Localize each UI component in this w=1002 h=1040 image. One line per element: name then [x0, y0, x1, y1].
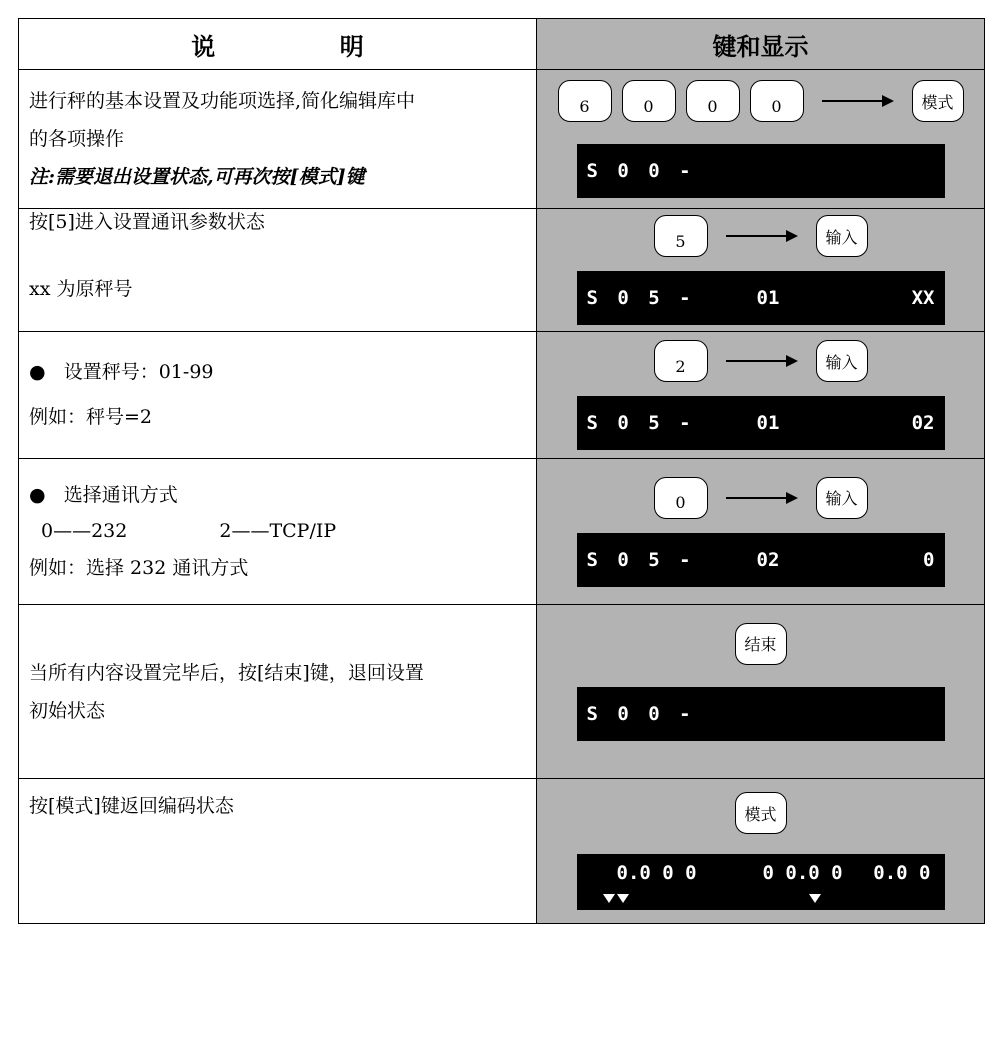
bullet-text: 选择通讯方式: [63, 484, 178, 507]
row-1-keys: [537, 70, 985, 209]
arrow-right-icon: [726, 354, 798, 368]
note-text: 注:需要退出设置状态,可再次按[模式]键: [29, 166, 365, 188]
triangle-marker-icon: [809, 894, 821, 903]
triangle-marker-icon: [617, 894, 629, 903]
table-header-row: [19, 19, 985, 70]
row-2-description: [19, 209, 537, 332]
arrow-right-icon: [822, 94, 894, 108]
display-segment-3: 02: [911, 412, 935, 434]
row-6-description: [19, 779, 537, 924]
desc-line: 初始状态: [29, 699, 106, 722]
desc-line: xx 为原秤号: [29, 277, 133, 300]
key-6[interactable]: 6: [558, 80, 612, 122]
desc-line: 当所有内容设置完毕后，按[结束]键，退回设置: [29, 661, 424, 684]
key-mode[interactable]: 模式: [735, 792, 787, 834]
table-row: [19, 70, 985, 209]
table-row: [19, 605, 985, 779]
key-2[interactable]: 2: [654, 340, 708, 382]
bullet-icon: ●: [29, 484, 46, 507]
display-segment-1: 0.0 0 0: [616, 862, 697, 884]
instruction-table: [18, 18, 985, 924]
table-row: [19, 332, 985, 459]
lcd-display: [577, 271, 945, 325]
bullet-text: 设置秤号：01-99: [63, 361, 214, 384]
arrow-right-icon: [726, 491, 798, 505]
option-tcpip: 2——TCP/IP: [219, 520, 337, 543]
desc-line: 按[5]进入设置通讯参数状态: [29, 211, 265, 233]
row-3-keys: [537, 332, 985, 459]
example-text: 例如：秤号=2: [29, 406, 153, 428]
row-4-description: [19, 459, 537, 605]
row-2-keys: [537, 209, 985, 332]
key-0[interactable]: 0: [622, 80, 676, 122]
key-enter[interactable]: 输入: [816, 340, 868, 382]
key-0[interactable]: 0: [686, 80, 740, 122]
lcd-display: [577, 854, 945, 910]
display-segment-2: 02: [756, 548, 780, 571]
lcd-display: [577, 687, 945, 741]
display-segment-1: S 0 0 -: [586, 160, 695, 182]
header-desc-char-1: 说: [191, 32, 216, 61]
desc-line: 的各项操作: [29, 128, 125, 150]
table-row: [19, 459, 985, 605]
display-segment-1: S 0 0 -: [586, 702, 695, 725]
key-0[interactable]: 0: [654, 477, 708, 519]
header-description: [19, 19, 537, 70]
triangle-marker-icon: [603, 894, 615, 903]
row-6-keys: [537, 779, 985, 924]
display-segment-1: S 0 5 -: [586, 287, 695, 309]
display-segment-1: S 0 5 -: [586, 548, 695, 571]
lcd-display: [577, 144, 945, 198]
display-segment-3: 0.0 0: [873, 862, 931, 884]
display-segment-1: S 0 5 -: [586, 412, 695, 434]
display-segment-2: 0 0.0 0: [762, 862, 843, 884]
display-segment-2: 01: [756, 287, 780, 309]
display-segment-2: 01: [756, 412, 780, 434]
option-232: 0——232: [41, 520, 128, 543]
desc-line: 按[模式]键返回编码状态: [29, 795, 234, 817]
table-row: [19, 779, 985, 924]
row-4-keys: [537, 459, 985, 605]
bullet-icon: ●: [29, 361, 46, 384]
lcd-display: [577, 396, 945, 450]
example-text: 例如：选择 232 通讯方式: [29, 556, 249, 579]
header-desc-char-2: 明: [339, 32, 364, 61]
key-enter[interactable]: 输入: [816, 215, 868, 257]
key-5[interactable]: 5: [654, 215, 708, 257]
display-segment-3: XX: [911, 287, 935, 309]
row-5-description: [19, 605, 537, 779]
key-enter[interactable]: 输入: [816, 477, 868, 519]
key-0[interactable]: 0: [750, 80, 804, 122]
row-5-keys: [537, 605, 985, 779]
arrow-right-icon: [726, 229, 798, 243]
row-3-description: [19, 332, 537, 459]
instruction-page: [18, 18, 984, 924]
key-mode[interactable]: 模式: [912, 80, 964, 122]
header-keys-display: 键和显示: [537, 19, 985, 70]
display-segment-3: 0: [923, 548, 935, 571]
table-row: [19, 209, 985, 332]
key-end[interactable]: 结束: [735, 623, 787, 665]
desc-line: 进行秤的基本设置及功能项选择,简化编辑库中: [29, 90, 416, 112]
lcd-display: [577, 533, 945, 587]
row-1-description: [19, 70, 537, 209]
